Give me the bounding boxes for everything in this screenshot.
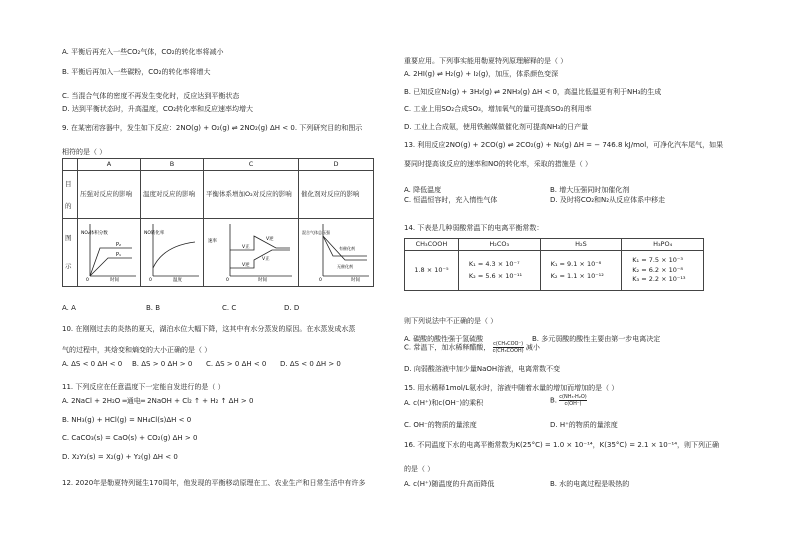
graph-c-v3: V逆	[266, 237, 274, 242]
q14-h2s-k1: K₁ = 9.1 × 10⁻⁸	[550, 259, 602, 268]
q9-option-a[interactable]: A. A	[62, 304, 76, 312]
graph-b-xlabel: 温度	[173, 278, 182, 282]
q9-graph-d-cell	[299, 219, 374, 287]
graph-a-xlabel: 时间	[110, 278, 119, 282]
q14-option-c-denominator: c(CH₃COOH)	[492, 348, 524, 354]
q14-h3po4-k2: K₂ = 6.2 × 10⁻⁸	[632, 265, 683, 274]
q13-option-d[interactable]: D. 及时将CO₂和N₂从反应体系中移走	[550, 196, 666, 204]
q9-purpose-a: 压强对反应的影响	[78, 171, 141, 219]
q8-option-c[interactable]: C. 当混合气体的密度不再发生变化时，反应达到平衡状态	[62, 92, 240, 100]
graph-c-ylabel: 速率	[208, 239, 217, 244]
q11-option-d[interactable]: D. X₂Y₂(s) = X₂(g) + Y₂(g) ΔH < 0	[62, 453, 178, 461]
graph-a-p2: P₂	[116, 242, 122, 248]
q14-option-c-suffix: 减小	[525, 343, 540, 352]
q9-header-d: D	[299, 159, 374, 171]
q15-option-b-prefix: B.	[550, 396, 558, 405]
q9-graph-c-cell	[204, 219, 299, 287]
graph-d-ylabel: 混合气体总压强	[302, 230, 330, 235]
q9-option-c[interactable]: C. C	[222, 304, 237, 312]
q12-option-a[interactable]: A. 2HI(g) ⇌ H₂(g) + I₂(g)，加压，体系颜色变深	[404, 70, 559, 78]
q14-option-a[interactable]: A. 碳酸的酸性强于氢硫酸	[404, 335, 484, 343]
q12-option-c[interactable]: C. 工业上用SO₂合成SO₃，增加氧气的量可提高SO₂的利用率	[404, 105, 592, 113]
q9-graph-c	[206, 220, 296, 282]
q14-option-c[interactable]	[404, 341, 540, 354]
q14-option-c-fraction	[493, 341, 524, 354]
graph-b-ylabel: NO转化率	[144, 231, 165, 236]
q9-graph-b	[143, 220, 201, 282]
q8-option-a[interactable]: A. 平衡后再充入一些CO₂气体，CO₂的转化率将减小	[62, 48, 224, 56]
q14-option-c-prefix: C. 常温下，加水稀释醋酸，	[404, 343, 491, 352]
q13-option-c[interactable]: C. 恒温恒容时，充入惰性气体	[404, 196, 498, 204]
q14-header-h2s: H₂S	[540, 239, 622, 251]
q16-option-b[interactable]: B. 水的电离过程是吸热的	[550, 480, 630, 488]
q10-stem-2: 气的过程中，其焓变和熵变的大小正确的是（ ）	[62, 346, 212, 354]
q14-h3po4-k3: K₃ = 2.2 × 10⁻¹³	[632, 275, 686, 284]
q9-graph-a	[80, 220, 138, 282]
q9-option-b[interactable]: B. B	[146, 304, 161, 312]
graph-b-origin: 0	[149, 278, 152, 282]
q14-h2s-cell	[540, 251, 622, 291]
q15-option-d[interactable]: D. H⁺的物质的量浓度	[550, 421, 618, 429]
q14-h2s-k2: K₂ = 1.1 × 10⁻¹²	[550, 271, 604, 280]
q15-option-b-numerator: c(NH₃·H₂O)	[559, 394, 587, 400]
q15-option-a[interactable]: A. c(H⁺)和c(OH⁻)的乘积	[404, 399, 484, 407]
q12-option-b[interactable]: B. 已知反应N₂(g) + 3H₂(g) ⇌ 2NH₃(g) ΔH < 0，高温比低温更有利于NH₃的生成	[404, 88, 662, 96]
q8-option-d[interactable]: D. 达到平衡状态时，升高温度，CO₂转化率和反应速率均增大	[62, 105, 254, 113]
graph-d-l1: 有催化剂	[339, 246, 355, 251]
q14-h2co3-k1: K₁ = 4.3 × 10⁻⁷	[468, 259, 520, 268]
q11-stem: 11. 下列反应在任意温度下一定能自发进行的是（ ）	[62, 383, 225, 391]
q11-option-a[interactable]: A. 2NaCl + 2H₂O ═通电═ 2NaOH + Cl₂ ↑ + H₂ ↑ ΔH > 0	[62, 397, 254, 405]
q12-stem-2: 重要应用。下列事实能用勒夏特列原理解释的是（ ）	[404, 57, 568, 65]
q9-row-graph-label: 图示	[63, 219, 78, 287]
q12-stem: 12. 2020年是勒夏特列诞生170周年，他发现的平衡移动原理在工、农业生产和日常生活中有许多	[62, 479, 366, 487]
q9-purpose-c: 平衡体系增加O₂对反应的影响	[204, 171, 299, 219]
q9-stem-2: 相符的是（ ）	[62, 148, 107, 156]
right-column	[404, 0, 744, 549]
q14-header-ch3cooh: CH₃COOH	[405, 239, 459, 251]
q9-header-a: A	[78, 159, 141, 171]
q9-graph-a-cell	[78, 219, 141, 287]
graph-a-origin: 0	[86, 278, 89, 282]
graph-c-v4: V正	[262, 257, 270, 262]
graph-a-ylabel: NO₂体积分数	[81, 231, 108, 236]
graph-a-p1: P₁	[116, 252, 122, 258]
q9-graph-b-cell	[141, 219, 204, 287]
graph-d-l2: 无催化剂	[337, 264, 353, 269]
graph-c-xlabel: 时间	[258, 278, 267, 282]
q16-stem: 16. 不同温度下水的电离平衡常数为K(25°C) = 1.0 × 10⁻¹⁴，K(35°C) = 2.1 × 10⁻¹⁴，则下列正确	[404, 441, 720, 449]
q14-h2co3-cell	[458, 251, 540, 291]
graph-c-v1: V正	[242, 245, 250, 250]
q14-option-c-numerator: c(CH₃COO⁻)	[493, 341, 524, 347]
q16-stem-2: 的是（ ）	[404, 465, 435, 473]
q11-option-b[interactable]: B. NH₃(g) + HCl(g) = NH₄Cl(s)ΔH < 0	[62, 416, 192, 424]
q15-option-b[interactable]	[550, 394, 587, 407]
q14-h2co3-k2: K₂ = 5.6 × 10⁻¹¹	[468, 271, 523, 280]
q9-graph-d	[301, 220, 371, 282]
q14-option-b[interactable]: B. 多元弱酸的酸性主要由第一步电离决定	[532, 335, 661, 343]
graph-c-v2: V逆	[242, 263, 250, 268]
q9-header-b: B	[141, 159, 204, 171]
graph-d-xlabel: 时间	[351, 278, 360, 282]
q14-ch3cooh-ka: 1.8 × 10⁻⁵	[405, 251, 459, 291]
q13-option-b[interactable]: B. 增大压强同时加催化剂	[550, 186, 630, 194]
q14-question: 则下列说法中不正确的是（ ）	[404, 317, 498, 325]
left-column	[62, 0, 397, 549]
q11-option-c[interactable]: C. CaCO₃(s) = CaO(s) + CO₂(g) ΔH > 0	[62, 434, 198, 442]
q13-stem: 13. 利用反应2NO(g) + 2CO(g) ⇌ 2CO₂(g) + N₂(g) ΔH = − 746.8 kJ/mol，可净化汽车尾气，如果	[404, 141, 724, 149]
q10-stem: 10. 在刚刚过去的炎热的夏天，湖泊水位大幅下降，这其中有水分蒸发的原因。在水蒸发成水蒸	[62, 325, 356, 333]
q15-stem: 15. 用水稀释1mol/L氨水时，溶液中随着水量的增加而增加的是（ ）	[404, 384, 619, 392]
q15-option-c[interactable]: C. OH⁻的物质的量浓度	[404, 421, 477, 429]
graph-d-origin: 0	[319, 278, 322, 282]
q14-h3po4-cell	[622, 251, 704, 291]
q12-option-d[interactable]: D. 工业上合成氨，使用铁触媒做催化剂可提高NH₃的日产量	[404, 123, 589, 131]
q9-purpose-d: 催化剂对反应的影响	[299, 171, 374, 219]
q13-stem-2: 要同时提高该反应的速率和NO的转化率，采取的措施是（ ）	[404, 160, 592, 168]
q14-header-h2co3: H₂CO₃	[458, 239, 540, 251]
q14-option-d[interactable]: D. 向弱酸溶液中加少量NaOH溶液，电离常数不变	[404, 365, 561, 373]
q9-row-purpose-label: 目的	[63, 171, 78, 219]
q9-stem: 9. 在某密闭容器中，发生如下反应：2NO(g) + O₂(g) ⇌ 2NO₂(g) ΔH < 0. 下列研究目的和图示	[62, 124, 363, 132]
q10-option-b[interactable]: B. ΔS > 0 ΔH > 0	[132, 360, 193, 368]
q14-header-h3po4: H₃PO₄	[622, 239, 704, 251]
q14-h3po4-k1: K₁ = 7.5 × 10⁻³	[632, 255, 683, 264]
q9-table	[62, 158, 374, 287]
q13-option-a[interactable]: A. 降低温度	[404, 186, 442, 194]
q15-option-b-denominator: c(OH⁻)	[564, 401, 582, 407]
q16-option-a[interactable]: A. c(H⁺)随温度的升高而降低	[404, 480, 495, 488]
q9-header-c: C	[204, 159, 299, 171]
q9-purpose-b: 温度对反应的影响	[141, 171, 204, 219]
q15-option-b-fraction	[559, 394, 586, 407]
q10-option-a[interactable]: A. ΔS < 0 ΔH < 0	[62, 360, 123, 368]
q14-table	[404, 238, 704, 291]
q8-option-b[interactable]: B. 平衡后再加入一些碳粉，CO₂的转化率将增大	[62, 68, 211, 76]
graph-c-origin: 0	[226, 278, 229, 282]
q10-option-c[interactable]: C. ΔS > 0 ΔH < 0	[206, 360, 267, 368]
q10-option-d[interactable]: D. ΔS < 0 ΔH > 0	[280, 360, 341, 368]
q14-stem: 14. 下表是几种弱酸常温下的电离平衡常数：	[404, 224, 544, 232]
q9-header-empty	[63, 159, 78, 171]
q9-option-d[interactable]: D. D	[284, 304, 300, 312]
